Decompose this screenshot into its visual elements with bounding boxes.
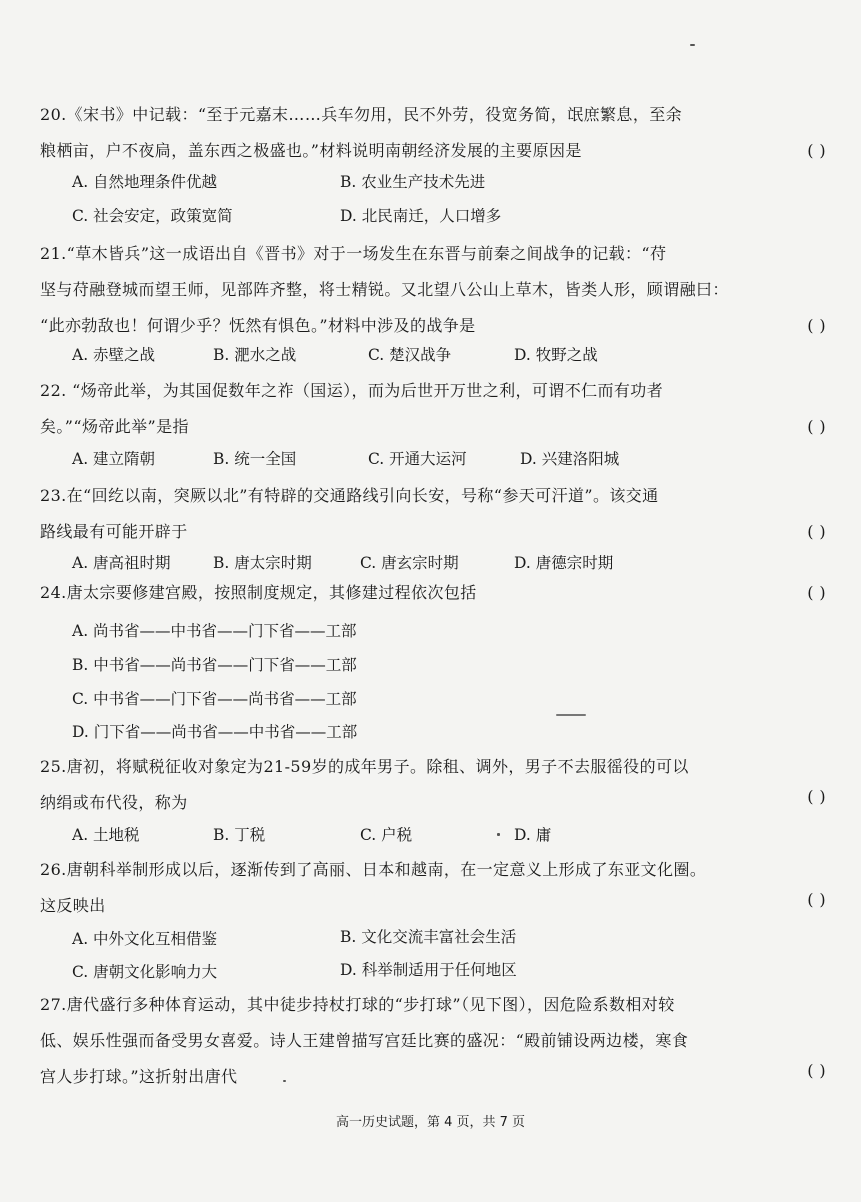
question-24 <box>40 575 840 611</box>
question-22-line-2: 矣。”“炀帝此举”是指 <box>40 417 189 436</box>
answer-bracket: ( ) <box>807 316 826 335</box>
question-20 <box>40 97 840 169</box>
scan-speck <box>690 44 695 46</box>
question-25-option-c: C. 户税 <box>360 826 413 844</box>
question-26-line-1: 26.唐朝科举制形成以后，逐渐传到了高丽、日本和越南，在一定意义上形成了东亚文化圈。 <box>40 860 707 879</box>
question-23 <box>40 478 840 550</box>
answer-bracket: ( ) <box>807 417 826 436</box>
question-24-option-d: D. 门下省——尚书省——中书省——工部 <box>72 723 358 741</box>
question-21-option-d: D. 牧野之战 <box>514 346 598 364</box>
question-23-option-d: D. 唐德宗时期 <box>514 554 614 572</box>
answer-bracket: ( ) <box>807 522 826 541</box>
question-27-line-1: 27.唐代盛行多种体育运动，其中徒步持杖打球的“步打球”（见下图），因危险系数相对较 <box>40 995 675 1014</box>
question-20-line-1: 20.《宋书》中记载：“至于元嘉末……兵车勿用，民不外劳，役宽务简，氓庶繁息，至余 <box>40 105 683 124</box>
question-24-option-a: A. 尚书省——中书省——门下省——工部 <box>72 622 357 640</box>
answer-bracket: ( ) <box>807 141 826 160</box>
question-24-option-c: C. 中书省——门下省——尚书省——工部 <box>72 690 357 708</box>
answer-bracket: ( ) <box>807 787 826 806</box>
question-25-option-a: A. 土地税 <box>72 826 140 844</box>
question-21-option-b: B. 淝水之战 <box>213 346 297 364</box>
question-20-option-d: D. 北民南迁，人口增多 <box>340 207 502 225</box>
question-27-line-3: 宫人步打球。”这折射出唐代 <box>40 1067 238 1086</box>
question-21-line-3: “此亦勃敌也！何谓少乎？怃然有惧色。”材料中涉及的战争是 <box>40 316 476 335</box>
scan-speck <box>283 1080 286 1082</box>
question-25-line-2: 纳绢或布代役，称为 <box>40 793 188 812</box>
question-24-line-1: 24.唐太宗要修建宫殿，按照制度规定，其修建过程依次包括 <box>40 583 477 602</box>
question-27 <box>40 987 840 1095</box>
question-21 <box>40 236 840 344</box>
question-26-option-d: D. 科举制适用于任何地区 <box>340 961 517 979</box>
question-23-option-b: B. 唐太宗时期 <box>213 554 312 572</box>
question-21-line-2: 坚与苻融登城而望王师，见部阵齐整，将士精锐。又北望八公山上草木，皆类人形，顾谓融曰： <box>40 280 729 299</box>
question-26 <box>40 852 840 924</box>
question-22 <box>40 373 840 445</box>
scan-speck <box>497 833 500 836</box>
question-26-option-c: C. 唐朝文化影响力大 <box>72 963 218 981</box>
answer-bracket: ( ) <box>807 890 826 909</box>
question-26-line-2: 这反映出 <box>40 896 106 915</box>
question-24-option-b: B. 中书省——尚书省——门下省——工部 <box>72 656 357 674</box>
question-20-option-c: C. 社会安定，政策宽简 <box>72 207 233 225</box>
question-21-option-a: A. 赤壁之战 <box>72 346 156 364</box>
question-20-line-2: 粮栖亩，户不夜扃，盖东西之极盛也。”材料说明南朝经济发展的主要原因是 <box>40 141 582 160</box>
question-22-option-b: B. 统一全国 <box>213 450 297 468</box>
question-22-line-1: 22. “炀帝此举，为其国促数年之祚（国运），而为后世开万世之利，可谓不仁而有功者 <box>40 381 664 400</box>
question-22-option-a: A. 建立隋朝 <box>72 450 156 468</box>
scan-speck <box>556 714 586 716</box>
question-22-option-d: D. 兴建洛阳城 <box>520 450 620 468</box>
question-23-option-c: C. 唐玄宗时期 <box>360 554 459 572</box>
question-23-line-2: 路线最有可能开辟于 <box>40 522 188 541</box>
question-21-option-c: C. 楚汉战争 <box>368 346 452 364</box>
question-26-option-a: A. 中外文化互相借鉴 <box>72 930 218 948</box>
question-26-option-b: B. 文化交流丰富社会生活 <box>340 928 517 946</box>
question-20-option-b: B. 农业生产技术先进 <box>340 173 486 191</box>
question-25 <box>40 749 840 821</box>
question-25-line-1: 25.唐初，将赋税征收对象定为21-59岁的成年男子。除租、调外，男子不去服徭役的可以 <box>40 757 689 776</box>
question-23-option-a: A. 唐高祖时期 <box>72 554 171 572</box>
answer-bracket: ( ) <box>807 583 826 602</box>
question-25-option-b: B. 丁税 <box>213 826 266 844</box>
question-22-option-c: C. 开通大运河 <box>368 450 467 468</box>
question-23-line-1: 23.在“回纥以南，突厥以北”有特辟的交通路线引向长安，号称“参天可汗道”。该交通 <box>40 486 659 505</box>
question-21-line-1: 21.“草木皆兵”这一成语出自《晋书》对于一场发生在东晋与前秦之间战争的记载：“苻 <box>40 244 667 263</box>
page-footer: 高一历史试题，第 4 页，共 7 页 <box>335 1115 526 1130</box>
question-20-option-a: A. 自然地理条件优越 <box>72 173 218 191</box>
question-27-line-2: 低、娱乐性强而备受男女喜爱。诗人王建曾描写宫廷比赛的盛况：“殿前铺设两边楼，寒食 <box>40 1031 689 1050</box>
answer-bracket: ( ) <box>807 1061 826 1080</box>
question-25-option-d: D. 庸 <box>514 826 552 844</box>
